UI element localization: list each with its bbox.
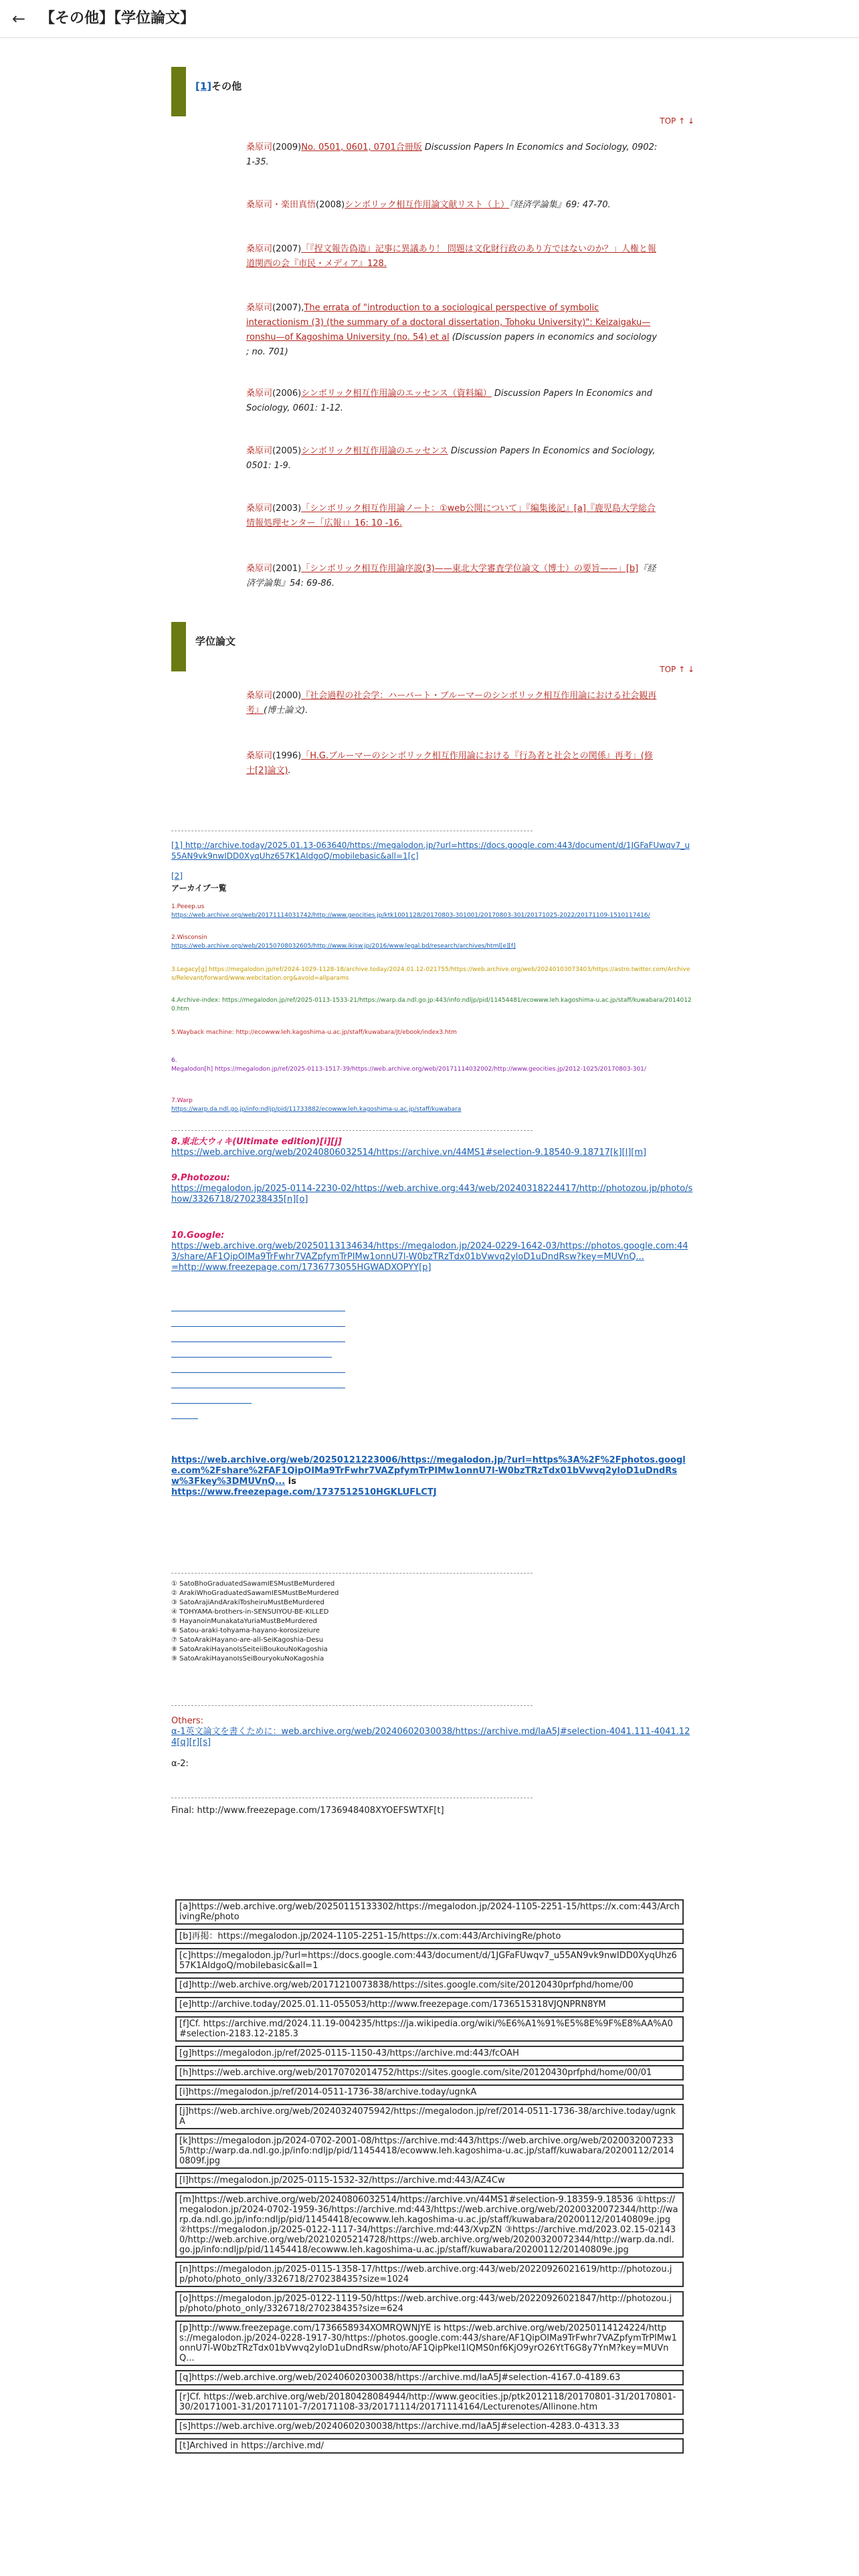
bib-author: 桑原司 [246,244,273,254]
reference-item[interactable]: [g]https://megalodon.jp/ref/2025-0115-1150-43/https://archive.md:443/fcOAH [175,2046,684,2061]
archive-item-2[interactable]: 2.Wisconsin https://web.archive.org/web/20150708032605/http://www.ikisw.jp/2016/www.legal.bd/research/archives/html[e][f] [171,934,516,950]
footnote-2[interactable]: [2] [171,871,183,881]
bold-archive-link[interactable]: https://web.archive.org/web/20250121223006/https://megalodon.jp/?url=https%3A%2F%2Fphotos.google.com%2Fshare%2FAF1QipOIMa9TrFwhr7VAZpfymTrPIMw1onnU7l-W0bzTRzTdx01bVwvq2yloD1uDndRsw%3Fkey%3DMUVnQ... is https://www.freezepage.com/1737512510HGKLUFLCTJ [171,1455,686,1497]
bib-rest: 『経済学論集』69: 47-70. [509,200,611,210]
list-item: ⑦ SatoArakiHayano-are-all-SeiKagoshia-Desu [171,1636,324,1644]
bib-rest: Discussion Papers In Economics and Sociology, 0501: 1-9. [246,446,656,471]
reference-item[interactable]: [a]https://web.archive.org/web/20250115133302/https://megalodon.jp/2024-1105-2251-15/https://x.com:443/ArchivingRe/photo [175,1899,684,1925]
archive-item-9[interactable]: 9.Photozou: https://megalodon.jp/2025-0114-2230-02/https://web.archive.org:443/web/20240318224417/http://photozou.jp/photo/show/3326718/270238435[n][o] [171,1173,693,1204]
list-item: ③ SatoArajiAndArakiTosheiruMustBeMurdered [171,1599,324,1606]
bib-year: (2009) [272,142,302,152]
reference-item[interactable]: [j]https://web.archive.org/web/20240324075942/https://megalodon.jp/ref/2014-0511-1736-38/archive.today/ugnkA [175,2104,684,2129]
reference-item[interactable]: [b]再掲：https://megalodon.jp/2024-1105-2251-15/https://x.com:443/ArchivingRe/photo [175,1929,684,1944]
bib-title-link[interactable]: シンボリック相互作用論文献リスト（上） [345,200,510,210]
bib-item [246,140,661,170]
reference-item[interactable]: [s]https://web.archive.org/web/20240602030038/https://archive.md/laA5J#selection-4283.0-4313.33 [175,2419,684,2434]
back-arrow-icon[interactable]: ← [11,9,26,28]
numbered-list [171,1580,693,1664]
bib-rest: Discussion Papers In Economics and Sociology, 0601: 1-12. [246,389,652,413]
archive-item-5[interactable]: 5.Wayback machine: http://ecowww.leh.kagoshima-u.ac.jp/staff/kuwabara/jt/ebook/index3.htm [171,1029,457,1036]
bib-author: 桑原司 [246,504,273,514]
reference-item[interactable]: [o]https://megalodon.jp/2025-0122-1119-50/https://web.archive.org:443/web/20220926021847/http://photozou.jp/photo/photo_only/3326718/270238435?size=624 [175,2291,684,2317]
bib-item [246,444,661,473]
archive-item-1[interactable]: 1.Peeep.us https://web.archive.org/web/20171114031742/http://www.geocities.jp/ktk1001128/20170803-301001/20170803-301/20171025-2022/20171109-1510117416/ [171,903,650,919]
bib-title-link[interactable]: 『社会過程の社会学：ハーバート・ブルーマーのシンボリック相互作用論における社会観再考』 [246,691,657,716]
bib-author: 桑原司 [246,564,273,574]
bib-item [246,689,661,718]
section-header-thesis [171,622,693,671]
reference-item[interactable]: [h]https://web.archive.org/web/20170702014752/https://sites.google.com/site/20120430prfphd/home/00/01 [175,2065,684,2080]
list-item: ⑥ Satou-araki-tohyama-hayano-korosizeiure [171,1627,320,1634]
divider [171,1705,533,1706]
reference-item[interactable]: [t]Archived in https://archive.md/ [175,2438,684,2454]
bib-rest: . [288,766,291,776]
bib-year: (2001) [272,564,302,574]
reference-item[interactable]: [p]http://www.freezepage.com/1736658934XOMRQWNJYE is https://web.archive.org/web/20250114124224/https://megalodon.jp/2024-0228-1917-30/https://photos.google.com:443/share/AF1QipOIMa9TrFwhr7VAZpfymTrPIMw1onnU7l-W0bzTRzTdx01bVwvq2yloD1uDndRsw/photo/AF1QipPkel1lQMS0nf6KjO9yrO26YtT6G8y7YnM?key=MUVnQ... [175,2321,684,2366]
underline-placeholders [171,1296,345,1434]
bib-year: (2000) [272,691,302,701]
archive-item-6[interactable]: 6. Megalodon[h] https://megalodon.jp/ref/2025-0113-1517-39/https://web.archive.org/web/20171114032002/http://www.geocities.jp/2012-1025/20170803-301/ [171,1057,646,1073]
bib-rest: (Discussion papers in economics and sociology ; no. 701) [246,332,657,357]
section-bar [171,622,186,671]
bib-title-link[interactable]: 「『捏文報告偽造』記事に異議あり！ 問題は文化財行政のあり方ではないのか？」人権と報道関西の会『市民・メディア』128. [246,244,656,269]
bib-title-link[interactable]: 「シンボリック相互作用論ノート：①web公開について」『編集後記』[a]『鹿児島大学総合情報処理センター「広報」』16: 10 -16. [246,504,656,528]
top-nav-link[interactable]: TOP ↑ ↓ [660,116,694,126]
reference-item[interactable]: [d]http://web.archive.org/web/20171210073838/https://sites.google.com/site/20120430prfphd/home/00 [175,1977,684,1993]
reference-item[interactable]: [m]https://web.archive.org/web/20240806032514/https://archive.vn/44MS1#selection-9.18359-9.18536 ①https://megalodon.jp/2024-0702-1959-36/https://archive.md:443/https://web.archive.org/web/20200320072344/http://warp.da.ndl.go.jp/info:ndljp/pid/11454418/ecowww.leh.kagoshima-u.ac.jp/staff/kuwabara/20200112/20140809e.jpg ②https://megalodon.jp/2025-0122-1117-34/https://archive.md:443/XvpZN ③https://archive.md/2023.02.15-021430/http://web.archive.org/web/20210205214728/https://web.archive.org/web/20200320072344/http://warp.da.ndl.go.jp/info:ndljp/pid/11454418/ecowww.leh.kagoshima-u.ac.jp/staff/kuwabara/20200112/20140809e.jpg [175,2192,684,2258]
list-item: ⑨ SatoArakiHayanoIsSeiBouryokuNoKagoshia [171,1655,324,1662]
bib-author: 桑原司 [246,303,273,313]
reference-item[interactable]: [n]https://megalodon.jp/2025-0115-1358-17/https://web.archive.org:443/web/20220926021619/http://photozou.jp/photo/photo_only/3326718/270238435?size=1024 [175,2262,684,2287]
bib-item [246,198,661,213]
reference-item[interactable]: [e]http://archive.today/2025.01.11-055053/http://www.freezepage.com/1736515318VJQNPRN8YM [175,1997,684,2012]
reference-item[interactable]: [r]Cf. https://web.archive.org/web/20180428084944/http://www.geocities.jp/ptk2012118/20170801-31/20170801-30/20171001-31/20171101-7/20171108-33/20171114/20171114164/Lecturenotes/Allinone.htm [175,2389,684,2415]
bib-title-link[interactable]: シンボリック相互作用論のエッセンス [301,446,448,456]
bib-year: (2007), [272,303,304,313]
bib-author: 桑原司 [246,142,273,152]
page-title: 【その他】【学位論文】 [40,10,195,27]
list-item: ① SatoBhoGraduatedSawamIESMustBeMurdered [171,1580,335,1588]
bib-item [246,749,661,778]
bib-year: (2007) [272,244,302,254]
reference-item[interactable]: [i]https://megalodon.jp/ref/2014-0511-1736-38/archive.today/ugnkA [175,2084,684,2100]
section-title-thesis: 学位論文 [195,635,236,647]
others-block: Others: α-1英文論文を書くために：web.archive.org/web/20240602030038/https://archive.md/laA5J#selection-4041.111-4041.124[q][r][s] α-2: [171,1716,690,1769]
bib-title-link[interactable]: 「シンボリック相互作用論序説(3)——東北大学審査学位論文（博士）の要旨——」[b] [301,564,639,574]
bib-rest: Discussion Papers In Economics and Sociology, 0902: 1-35. [246,142,658,167]
others-alpha2: α-2: [171,1759,189,1769]
bib-year: (2008) [316,200,345,210]
top-bar [0,0,859,38]
others-alpha1[interactable]: α-1英文論文を書くために：web.archive.org/web/20240602030038/https://archive.md/laA5J#selection-4041.111-4041.124[q][r][s] [171,1727,690,1747]
bib-rest: (博士論文). [264,706,308,716]
footnote-ref-1[interactable]: [1] [195,80,212,92]
archive-list-heading: アーカイブ一覧 [171,883,227,893]
reference-item[interactable]: [l]https://megalodon.jp/2025-0115-1532-32/https://archive.md:443/AZ4Cw [175,2173,684,2188]
bib-year: (1996) [272,751,302,761]
bib-rest: 『経済学論集』54: 69-86. [246,564,656,588]
bib-author: 桑原司 [246,751,273,761]
reference-item[interactable]: [c]https://megalodon.jp/?url=https://docs.google.com:443/document/d/1JGFaFUwqv7_u55AN9vk9nwIDD0XyqUhz657K1AIdgoQ/mobilebasic&all=1 [175,1948,684,1973]
bib-year: (2003) [272,504,302,514]
archive-item-3[interactable]: 3.Legacy[g] https://megalodon.jp/ref/2024-1029-1128-18/archive.today/2024.01.12-021755/https://web.archive.org/web/20240103073403/https://astro.twitter.com/Archives/Relevant/forward/www.webcitation.org&avoid=allparams [171,966,690,982]
bib-author: 桑原司 [246,446,273,456]
footnote-1[interactable]: [1] http://archive.today/2025.01.13-063640/https://megalodon.jp/?url=https://docs.google.com:443/document/d/1JGFaFUwqv7_u55AN9vk9nwIDD0XyqUhz657K1AIdgoQ/mobilebasic&all=1[c] [171,841,690,861]
bib-title-link[interactable]: 「H.G.ブルーマーのシンボリック相互作用論における『行為者と社会との関係』再考」(修士[2]論文) [246,751,653,776]
top-nav-link[interactable]: TOP ↑ ↓ [660,665,694,674]
bib-item [246,301,661,360]
bib-year: (2005) [272,446,302,456]
divider [171,1130,533,1131]
archive-item-4[interactable]: 4.Archive-index: https://megalodon.jp/ref/2025-0113-1533-21/https://warp.da.ndl.go.jp:443/info:ndljp/pid/11454481/ecowww.leh.kagoshima-u.ac.jp/staff/kuwabara/20140120.htm [171,997,692,1012]
bib-item [246,387,661,416]
list-item: ② ArakiWhoGraduatedSawamIESMustBeMurdered [171,1590,339,1597]
section-header-other [171,67,693,116]
divider [171,1573,533,1574]
section-bar [171,67,186,116]
reference-item[interactable]: [f]Cf. https://archive.md/2024.11.19-004235/https://ja.wikipedia.org/wiki/%E6%A1%91%E5%8E%9F%E8%AA%A0#selection-2183.12-2185.3 [175,2016,684,2042]
section-title-other: その他 [211,80,242,92]
reference-list [175,1899,684,2458]
reference-item[interactable]: [q]https://web.archive.org/web/20240602030038/https://archive.md/laA5J#selection-4167.0-4189.63 [175,2370,684,2385]
bib-author: 桑原司 [246,691,273,701]
archive-item-8[interactable]: 8.東北大ウィキ(Ultimate edition)[i][j] https://web.archive.org/web/20240806032514/https://archive.vn/44MS1#selection-9.18540-9.18717[k][l][m] [171,1137,647,1158]
bib-title-link[interactable]: The errata of "introduction to a sociological perspective of symbolic interactionism (3) (the summary of a doctoral dissertation, Tohoku University)": Keizaigaku—ronshu—of Kagoshima University (no. 54) et al [246,303,651,342]
final-link[interactable]: Final: http://www.freezepage.com/1736948408XYOEFSWTXF[t] [171,1806,444,1816]
bib-item [246,562,661,591]
bib-author: 桑原司 [246,389,273,399]
list-item: ⑤ HayanoinMunakataYuriaMustBeMurdered [171,1618,317,1625]
bib-author: 桑原司・楽田真悟 [246,200,316,210]
bib-item [246,242,661,272]
list-item: ④ TOHYAMA-brothers-in-SENSUIYOU-BE-KILLED [171,1608,329,1616]
list-item: ⑧ SatoArakiHayanoIsSeiteiiBoukouNoKagoshia [171,1646,328,1653]
archive-item-10[interactable]: 10.Google: https://web.archive.org/web/20250113134634/https://megalodon.jp/2024-0229-1642-03/https://photos.google.com:443/share/AF1QipOIMa9TrFwhr7VAZpfymTrPIMw1onnU7l-W0bzTRzTdx01bVwvq2yloD1uDndRsw?key=MUVnQ... =http://www.freezepage.com/1736773055HGWADXOPYY[p] [171,1230,688,1273]
bib-title-link[interactable]: No. 0501, 0601, 0701合冊版 [301,142,422,152]
archive-item-7[interactable]: 7.Warp https://warp.da.ndl.go.jp/info:ndljp/pid/11733882/ecowww.leh.kagoshima-u.ac.jp/staff/kuwabara [171,1097,462,1113]
bib-item [246,502,661,531]
bib-title-link[interactable]: シンボリック相互作用論のエッセンス（資料編） [301,389,492,399]
bib-year: (2006) [272,389,302,399]
reference-item[interactable]: [k]https://megalodon.jp/2024-0702-2001-08/https://archive.md:443/https://web.archive.org/web/20200320072335/http://warp.da.ndl.go.jp/info:ndljp/pid/11454418/ecowww.leh.kagoshima-u.ac.jp/staff/kuwabara/20200112/20140809f.jpg [175,2133,684,2169]
